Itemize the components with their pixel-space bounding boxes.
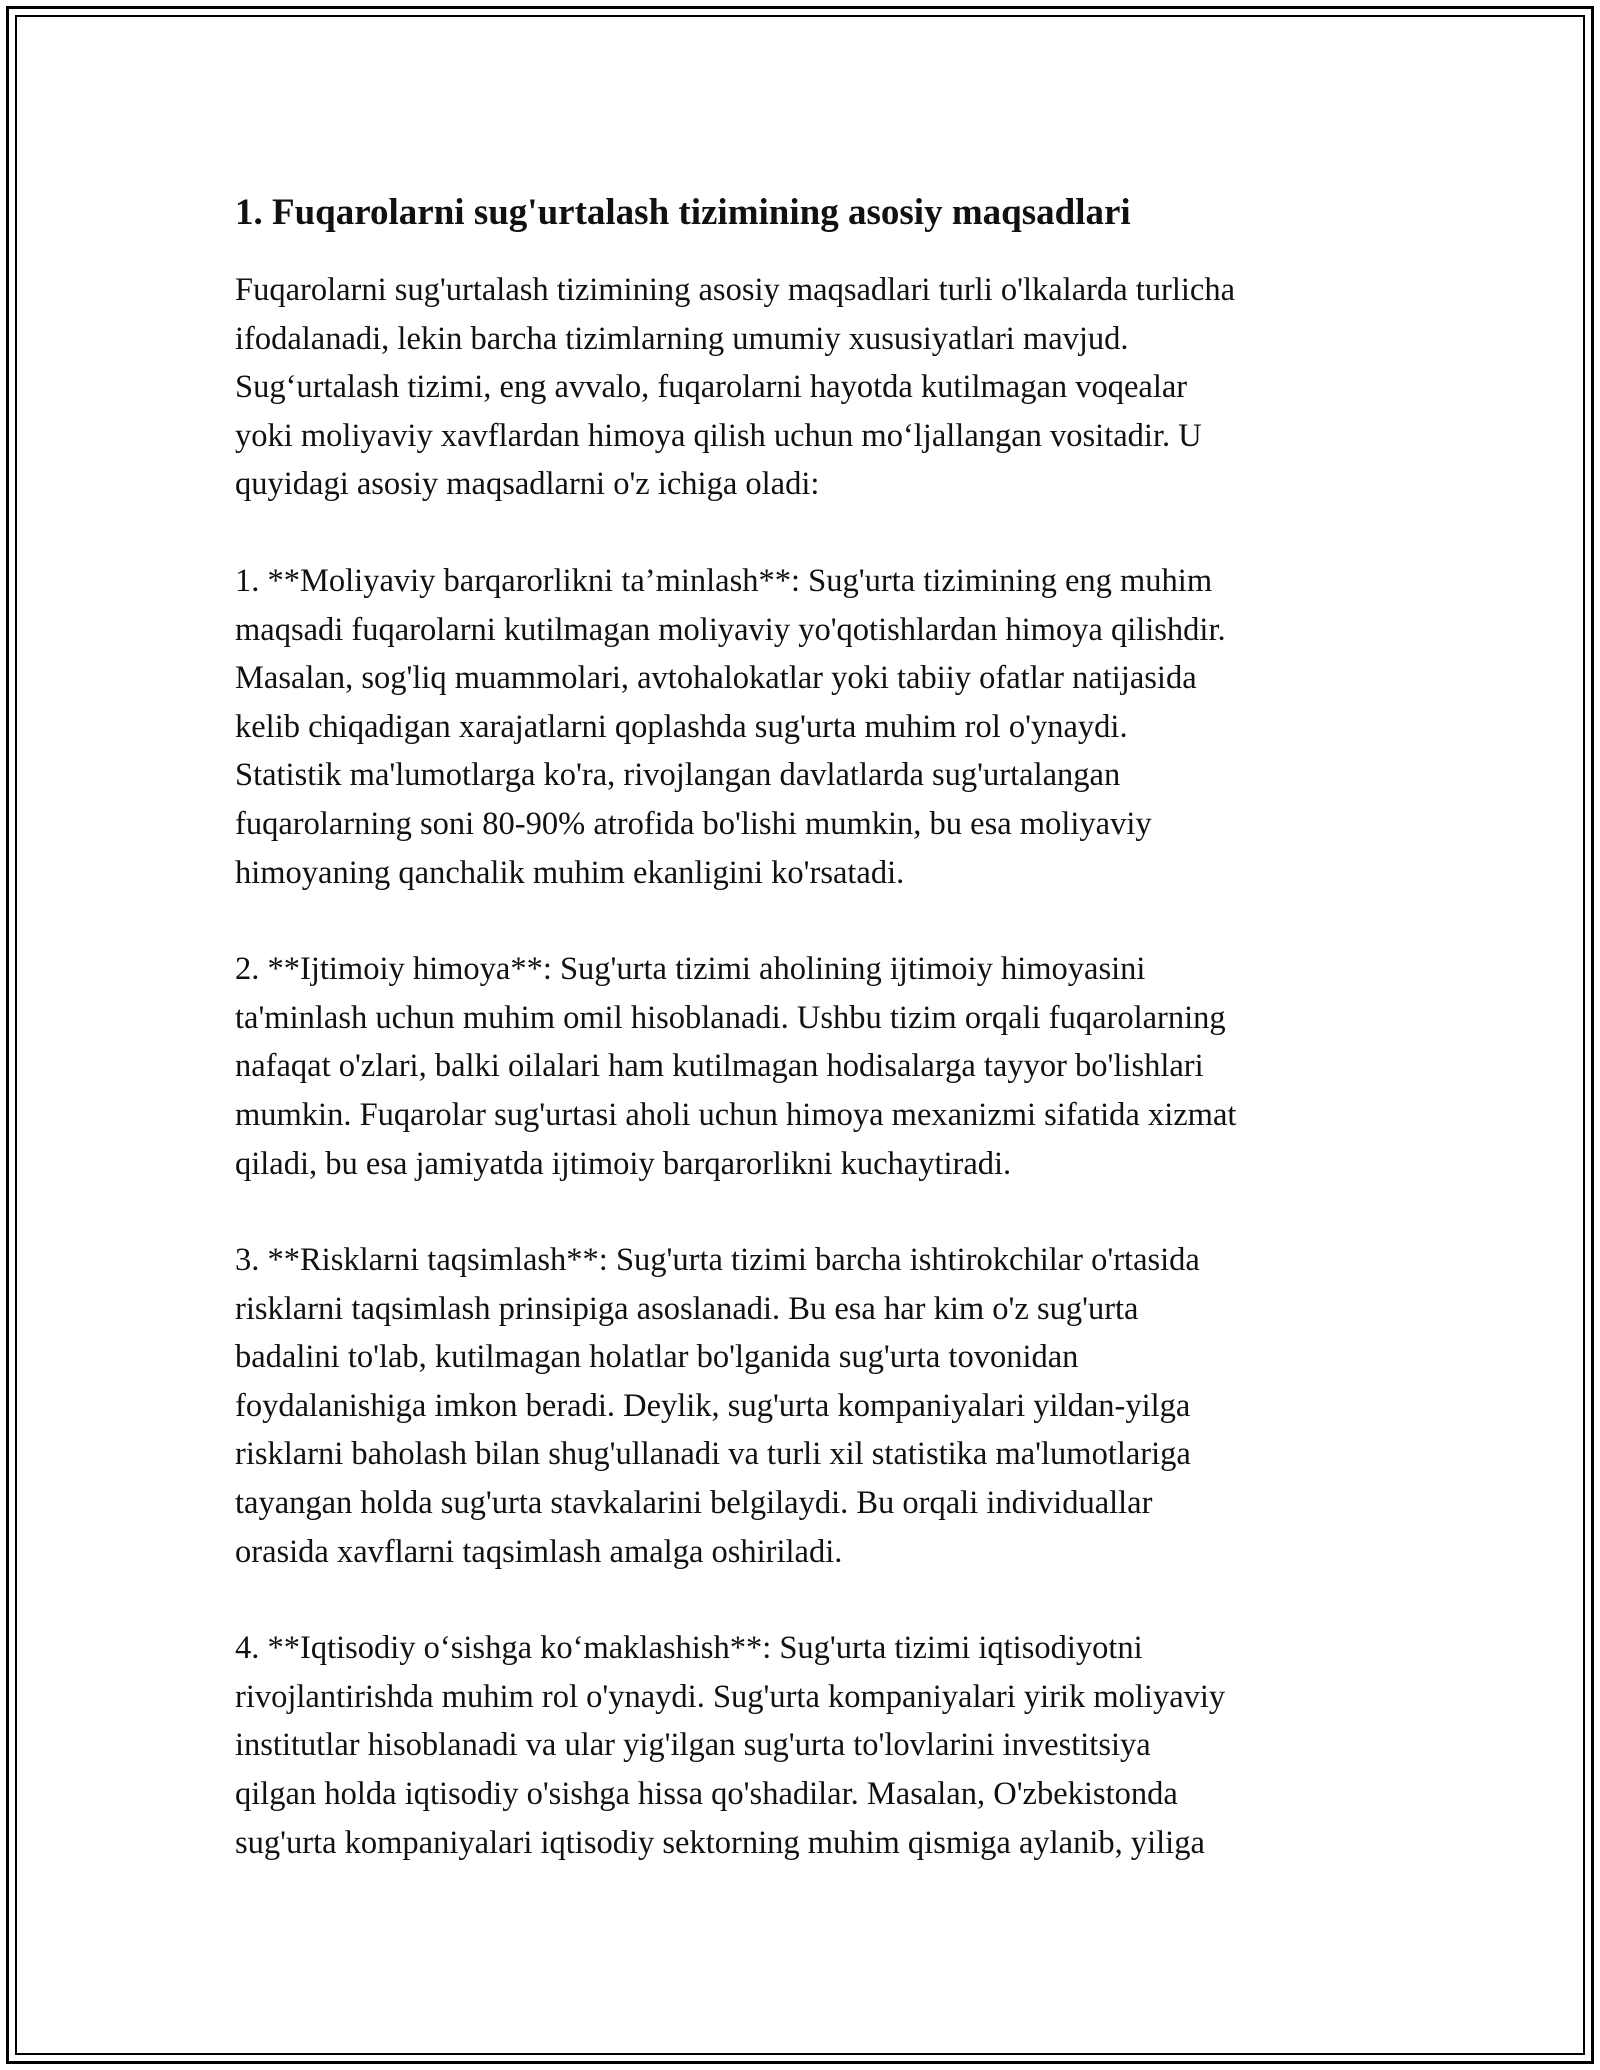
text-line: foydalanishiga imkon beradi. Deylik, sug'urta kompaniyalari yildan-yilga — [235, 1387, 1191, 1424]
text-line: Masalan, sog'liq muammolari, avtohalokatlar yoki tabiiy ofatlar natijasida — [235, 660, 1197, 697]
text-line: rivojlantirishda muhim rol o'ynaydi. Sug'urta kompaniyalari yirik moliyaviy — [235, 1678, 1226, 1715]
list-item-paragraph — [235, 945, 1375, 1188]
text-line: risklarni baholash bilan shug'ullanadi va turli xil statistika ma'lumotlariga — [235, 1436, 1191, 1473]
text-line: 2. **Ijtimoiy himoya**: Sug'urta tizimi aholining ijtimoiy himoyasini — [235, 951, 1146, 988]
text-line: orasida xavflarni taqsimlash amalga oshiriladi. — [235, 1533, 843, 1570]
text-line: nafaqat o'zlari, balki oilalari ham kutilmagan hodisalarga tayyor bo'lishlari — [235, 1048, 1204, 1085]
text-line: ifodalanadi, lekin barcha tizimlarning umumiy xususiyatlari mavjud. — [235, 320, 1129, 357]
text-line: Sug‘urtalash tizimi, eng avvalo, fuqarolarni hayotda kutilmagan voqealar — [235, 369, 1188, 406]
text-line: kelib chiqadigan xarajatlarni qoplashda sug'urta muhim rol o'ynaydi. — [235, 708, 1128, 745]
text-line: mumkin. Fuqarolar sug'urtasi aholi uchun himoya mexanizmi sifatida xizmat — [235, 1096, 1237, 1133]
text-line: tayangan holda sug'urta stavkalarini belgilaydi. Bu orqali individuallar — [235, 1485, 1153, 1522]
text-line: Fuqarolarni sug'urtalash tizimining asosiy maqsadlari turli o'lkalarda turlicha — [235, 272, 1236, 308]
text-line: fuqarolarning soni 80-90% atrofida bo'lishi mumkin, bu esa moliyaviy — [235, 805, 1152, 842]
intro-paragraph — [235, 266, 1375, 509]
text-line: 3. **Risklarni taqsimlash**: Sug'urta tizimi barcha ishtirokchilar o'rtasida — [235, 1242, 1200, 1279]
text-line: 1. **Moliyaviy barqarorlikni ta’minlash**: Sug'urta tizimining eng muhim — [235, 562, 1213, 599]
text-line: badalini to'lab, kutilmagan holatlar bo'lganida sug'urta tovonidan — [235, 1339, 1079, 1376]
section-heading: 1. Fuqarolarni sug'urtalash tizimining asosiy maqsadlari — [235, 192, 1131, 233]
text-line: risklarni taqsimlash prinsipiga asoslanadi. Bu esa har kim o'z sug'urta — [235, 1290, 1139, 1327]
list-item-paragraph — [235, 557, 1375, 897]
text-line: qiladi, bu esa jamiyatda ijtimoiy barqarorlikni kuchaytiradi. — [235, 1145, 1012, 1182]
list-item-paragraph — [235, 1236, 1375, 1576]
text-line: 4. **Iqtisodiy o‘sishga ko‘maklashish**: Sug'urta tizimi iqtisodiyotni — [235, 1630, 1143, 1667]
text-line: yoki moliyaviy xavflardan himoya qilish uchun mo‘ljallangan vositadir. U — [235, 417, 1202, 454]
text-line: ta'minlash uchun muhim omil hisoblanadi. Ushbu tizim orqali fuqarolarning — [235, 999, 1226, 1036]
document-body — [235, 188, 1375, 1915]
text-line: qilgan holda iqtisodiy o'sishga hissa qo'shadilar. Masalan, O'zbekistonda — [235, 1776, 1178, 1813]
text-line: institutlar hisoblanadi va ular yig'ilgan sug'urta to'lovlarini investitsiya — [235, 1727, 1151, 1764]
text-line: Statistik ma'lumotlarga ko'ra, rivojlangan davlatlarda sug'urtalangan — [235, 757, 1121, 794]
text-line: sug'urta kompaniyalari iqtisodiy sektorning muhim qismiga aylanib, yiliga — [235, 1824, 1205, 1861]
text-line: himoyaning qanchalik muhim ekanligini ko'rsatadi. — [235, 854, 905, 891]
text-line: maqsadi fuqarolarni kutilmagan moliyaviy yo'qotishlardan himoya qilishdir. — [235, 611, 1226, 648]
list-item-paragraph — [235, 1624, 1375, 1867]
text-line: quyidagi asosiy maqsadlarni o'z ichiga oladi: — [235, 466, 820, 503]
